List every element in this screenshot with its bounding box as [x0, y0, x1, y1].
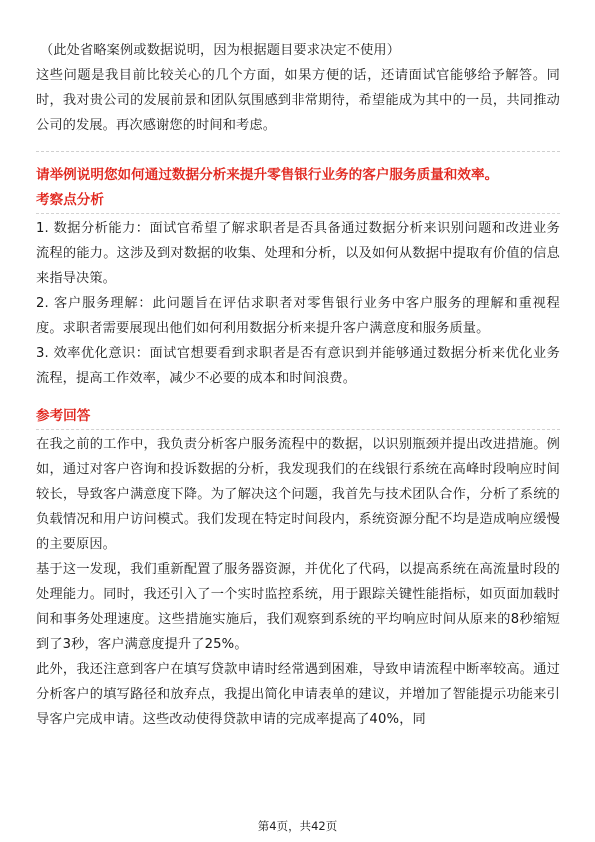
omitted-data-note: （此处省略案例或数据说明，因为根据题目要求决定不使用） [40, 43, 401, 58]
analysis-heading: 考察点分析 [36, 192, 104, 208]
page-content [36, 38, 560, 732]
page-number: 第4页，共42页 [257, 819, 338, 833]
answer-paragraph-3: 此外，我还注意到客户在填写贷款申请时经常遇到困难，导致申请流程中断率较高。通过分析客户的填写路径和放弃点，我提出简化申请表单的建议，并增加了智能提示功能来引导客户完成申请。这些改动使得贷款申请的完成率提高了40%，同 [36, 662, 560, 727]
answer-heading-rule [36, 429, 560, 430]
answer-paragraph-1: 在我之前的工作中，我负责分析客户服务流程中的数据，以识别瓶颈并提出改进措施。例如，通过对客户咨询和投诉数据的分析，我发现我们的在线银行系统在高峰时段响应时间较长，导致客户满意度下降。为了解决这个问题，我首先与技术团队合作，分析了系统的负载情况和用户访问模式。我们发现在特定时间段内，系统资源分配不均是造成响应缓慢的主要原因。 [36, 437, 560, 552]
answer-heading: 参考回答 [36, 408, 91, 424]
analysis-item-3: 3. 效率优化意识：面试官想要看到求职者是否有意识到并能够通过数据分析来优化业务流程，提高工作效率，减少不必要的成本和时间浪费。 [36, 346, 560, 386]
interview-question: 请举例说明您如何通过数据分析来提升零售银行业务的客户服务质量和效率。 [36, 167, 499, 183]
analysis-heading-rule [36, 213, 560, 214]
analysis-item-2: 2. 客户服务理解：此问题旨在评估求职者对零售银行业务中客户服务的理解和重视程度。求职者需要展现出他们如何利用数据分析来提升客户满意度和服务质量。 [36, 296, 560, 336]
section-divider [36, 151, 560, 152]
analysis-item-1: 1. 数据分析能力：面试官希望了解求职者是否具备通过数据分析来识别问题和改进业务流程的能力。这涉及到对数据的收集、处理和分析，以及如何从数据中提取有价值的信息来指导决策。 [36, 221, 560, 286]
answer-paragraph-2: 基于这一发现，我们重新配置了服务器资源，并优化了代码，以提高系统在高流量时段的处理能力。同时，我还引入了一个实时监控系统，用于跟踪关键性能指标，如页面加载时间和事务处理速度。这些措施实施后，我们观察到系统的平均响应时间从原来的8秒缩短到了3秒，客户满意度提升了25%。 [36, 562, 560, 652]
closing-paragraph: 这些问题是我目前比较关心的几个方面，如果方便的话，还请面试官能够给予解答。同时，我对贵公司的发展前景和团队氛围感到非常期待，希望能成为其中的一员，共同推动公司的发展。再次感谢您的时间和考虑。 [36, 68, 560, 133]
